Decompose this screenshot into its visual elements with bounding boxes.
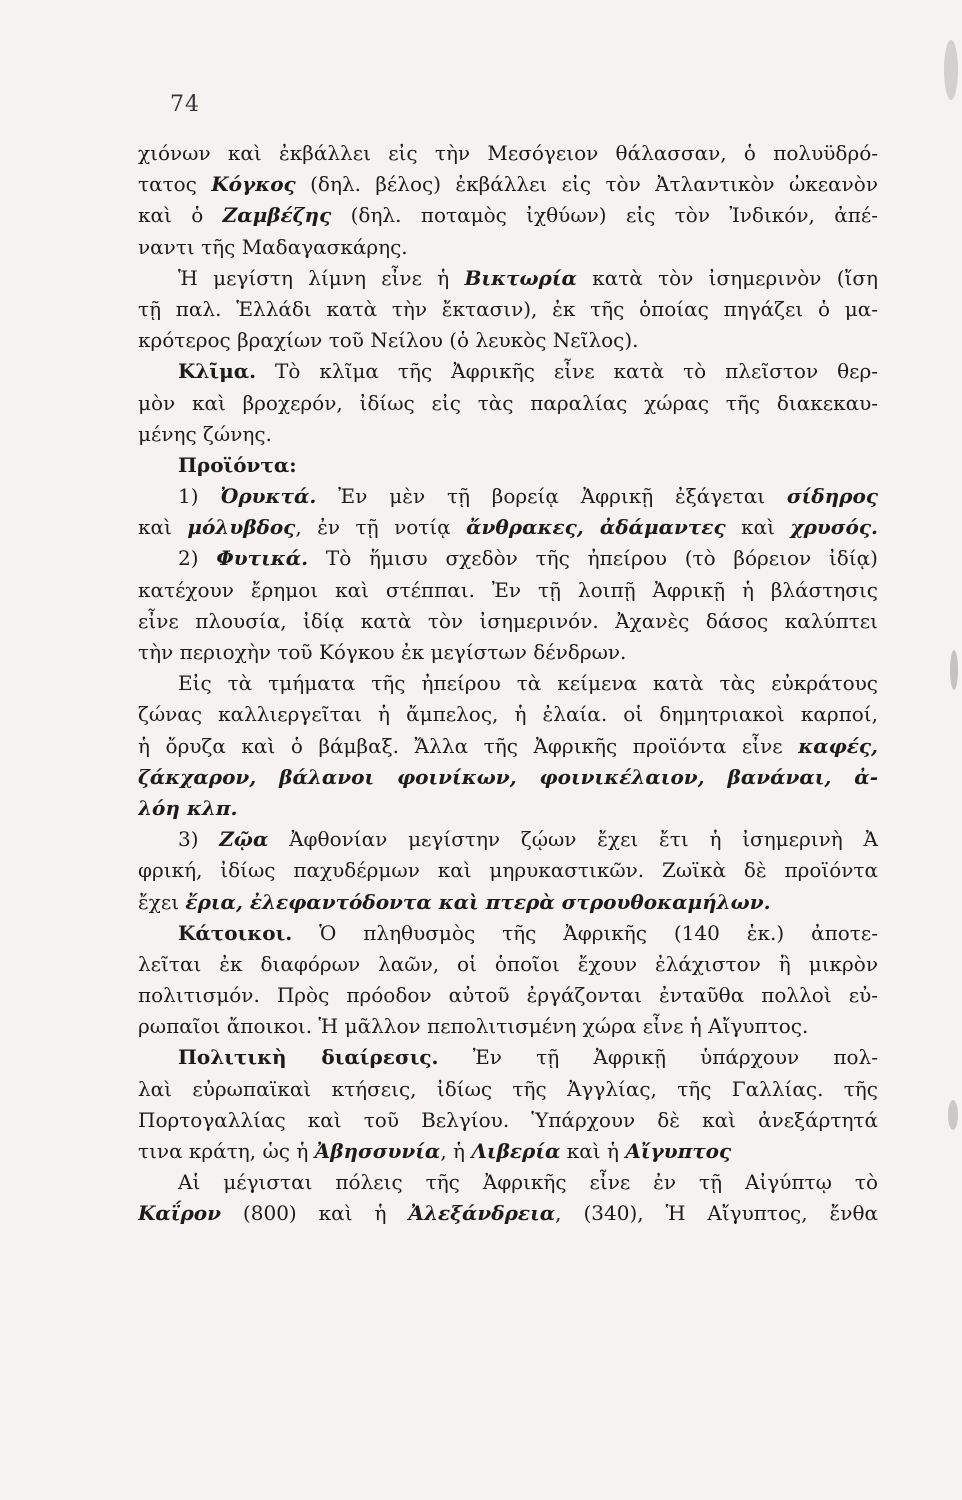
text-line — [138, 543, 878, 574]
text-run: τατος — [138, 172, 212, 197]
text-run: φρική, ἰδίως παχυδέρμων καὶ μηρυκαστικῶν. Ζωϊκὰ δὲ προϊόντα — [138, 858, 878, 883]
text-run: ἡ ὄρυζα καὶ ὁ βάμβαξ. Ἄλλα τῆς Ἀφρικῆς προϊόντα εἶνε — [138, 733, 799, 758]
text-line — [138, 668, 878, 699]
text-line — [138, 606, 878, 637]
margin-stain — [950, 650, 958, 690]
page-number: 74 — [170, 92, 200, 117]
text-run: Ἡ μεγίστη λίμνη εἶνε ἡ — [178, 265, 465, 290]
text-run: (δηλ. ποταμὸς ἰχθύων) εἰς τὸν Ἰνδικόν, ἀπέ- — [331, 203, 878, 228]
text-run: ζώνας καλλιεργεῖται ἡ ἄμπελος, ἡ ἐλαία. οἱ δημητριακοὶ καρποί, — [138, 702, 878, 727]
text-run: τὴν περιοχὴν τοῦ Κόγκου ἐκ μεγίστων δένδρων. — [138, 640, 627, 664]
emphasized-term: ἔρια, ἐλεφαντόδοντα καὶ πτερὰ στρουθοκαμήλων. — [185, 889, 771, 914]
text-run: πολιτισμόν. Πρὸς πρόοδον αὐτοῦ ἐργάζονται ἐνταῦθα πολλοὶ εὐ- — [138, 983, 878, 1008]
margin-stain — [944, 40, 958, 100]
emphasized-term: ἄνθρακες, ἀδάμαντες — [466, 515, 726, 540]
text-run: καὶ ἡ — [560, 1139, 626, 1163]
text-line — [138, 980, 878, 1011]
body-text — [138, 138, 878, 1230]
text-line — [138, 1136, 878, 1167]
text-run: μὸν καὶ βροχερόν, ἰδίως εἰς τὰς παραλίας χώρας τῆς διακεκαυ- — [138, 390, 878, 415]
emphasized-term: Καΐρον — [138, 1201, 221, 1226]
text-run: εἶνε πλουσία, ἰδίᾳ κατὰ τὸν ἰσημερινόν. Ἀχανὲς δάσος καλύπτει — [138, 608, 878, 633]
text-run: λαὶ εὐρωπαϊκαὶ κτήσεις, ἰδίως τῆς Ἀγγλίας, τῆς Γαλλίας. τῆς — [138, 1076, 878, 1101]
text-line — [138, 855, 878, 886]
emphasized-term: καφές, — [798, 733, 878, 758]
text-run: κατὰ τὸν ἰσημερινὸν (ἴση — [576, 265, 878, 290]
text-line — [138, 263, 878, 294]
emphasized-term: Λιβερία — [471, 1139, 561, 1163]
text-line — [138, 512, 878, 543]
emphasized-term: Ζῷα — [219, 827, 269, 852]
text-line — [138, 294, 878, 325]
text-run: Εἰς τὰ τμήματα τῆς ἠπείρου τὰ κείμενα κατὰ τὰς εὐκράτους — [178, 671, 878, 696]
text-run: Ἐν τῇ Ἀφρικῇ ὑπάρχουν πολ- — [438, 1045, 878, 1070]
text-line — [138, 637, 878, 668]
text-line — [138, 419, 878, 450]
text-run: κατέχουν ἔρημοι καὶ στέππαι. Ἐν τῇ λοιπῇ Ἀφρικῇ ἡ βλάστησις — [138, 577, 878, 602]
text-line — [138, 200, 878, 231]
emphasized-term: λόη κλπ. — [138, 795, 238, 820]
text-line — [138, 762, 878, 793]
text-line — [138, 1042, 878, 1073]
text-run: 3) — [178, 827, 220, 852]
text-line — [138, 1167, 878, 1198]
section-heading: Κλῖμα. — [178, 359, 257, 384]
text-run: μένης ζώνης. — [138, 421, 272, 446]
text-run: κρότερος βραχίων τοῦ Νείλου (ὁ λευκὸς Νεῖλος). — [138, 328, 639, 353]
emphasized-term: Φυτικά. — [216, 546, 309, 571]
emphasized-term: μόλυβδος — [187, 515, 296, 540]
text-line — [138, 575, 878, 606]
text-run: , (340), Ἡ Αἴγυπτος, ἔνθα — [555, 1201, 878, 1226]
text-line — [138, 793, 878, 824]
text-line — [138, 1011, 878, 1042]
text-line — [138, 356, 878, 387]
text-run: (800) καὶ ἡ — [220, 1201, 409, 1226]
text-run: ἔχει — [138, 889, 186, 914]
text-run: Ὁ πληθυσμὸς τῆς Ἀφρικῆς (140 ἑκ.) ἀποτε- — [292, 920, 878, 945]
text-line — [138, 169, 878, 200]
text-run: 2) — [178, 546, 217, 571]
text-line — [138, 138, 878, 169]
text-run: ναντι τῆς Μαδαγασκάρης. — [138, 234, 408, 259]
text-run: καὶ — [138, 515, 188, 540]
text-line — [138, 450, 878, 481]
section-heading: Κάτοικοι. — [178, 920, 293, 945]
text-line — [138, 731, 878, 762]
emphasized-term: χρυσός. — [790, 515, 878, 540]
text-line — [138, 232, 878, 263]
text-run: ρωπαῖοι ἄποικοι. Ἡ μᾶλλον πεπολιτισμένη χώρα εἶνε ἡ Αἴγυπτος. — [138, 1014, 809, 1039]
text-line — [138, 1105, 878, 1136]
text-line — [138, 949, 878, 980]
text-line — [138, 388, 878, 419]
text-run: (δηλ. βέλος) ἐκβάλλει εἰς τὸν Ἀτλαντικὸν ὠκεανὸν — [295, 172, 878, 197]
text-run: τῇ παλ. Ἑλλάδι κατὰ τὴν ἔκτασιν), ἐκ τῆς ὁποίας πηγάζει ὁ μα- — [138, 296, 878, 321]
text-line — [138, 824, 878, 855]
section-heading: Πολιτικὴ διαίρεσις. — [178, 1045, 439, 1070]
text-run: Πορτογαλλίας καὶ τοῦ Βελγίου. Ὑπάρχουν δὲ καὶ ἀνεξάρτητά — [138, 1107, 878, 1132]
margin-stain — [948, 1100, 958, 1130]
emphasized-term: Βικτωρία — [464, 265, 577, 290]
text-line — [138, 1074, 878, 1105]
text-line — [138, 918, 878, 949]
text-run: , ἐν τῇ νοτίᾳ — [295, 515, 467, 540]
text-run: 1) — [178, 484, 221, 509]
text-line — [138, 699, 878, 730]
emphasized-term: Ὀρυκτά. — [220, 484, 317, 509]
text-run: Τὸ κλῖμα τῆς Ἀφρικῆς εἶνε κατὰ τὸ πλεῖστον θερ- — [256, 359, 878, 384]
text-run: Ἀφθονίαν μεγίστην ζῴων ἔχει ἔτι ἡ ἰσημερινὴ Ἀ — [268, 827, 878, 852]
emphasized-term: Ζαμβέζης — [222, 203, 332, 228]
emphasized-term: Κόγκος — [211, 172, 296, 197]
emphasized-term: ζάκχαρον, βάλανοι φοινίκων, φοινικέλαιον, βανάναι, ἀ- — [138, 764, 878, 789]
text-run: χιόνων καὶ ἐκβάλλει εἰς τὴν Μεσόγειον θάλασσαν, ὁ πολυϋδρό- — [138, 141, 878, 165]
emphasized-term: Ἀβησσυνία — [314, 1139, 441, 1163]
emphasized-term: Ἀλεξάνδρεια — [408, 1201, 556, 1226]
text-run: Ἐν μὲν τῇ βορείᾳ Ἀφρικῇ ἐξάγεται — [316, 484, 787, 509]
text-line — [138, 887, 878, 918]
text-run: τινα κράτη, ὡς ἡ — [138, 1139, 315, 1163]
emphasized-term: σίδηρος — [786, 484, 878, 509]
text-run: Τὸ ἥμισυ σχεδὸν τῆς ἠπείρου (τὸ βόρειον ἰδίᾳ) — [308, 546, 878, 571]
emphasized-term: Αἴγυπτος — [625, 1139, 732, 1163]
text-line — [138, 325, 878, 356]
text-line — [138, 1198, 878, 1229]
section-heading: Προϊόντα: — [178, 452, 297, 477]
text-run: , ἡ — [440, 1139, 472, 1163]
text-run: καὶ ὁ — [138, 203, 223, 228]
text-run: λεῖται ἐκ διαφόρων λαῶν, οἱ ὁποῖοι ἔχουν ἐλάχιστον ἢ μικρὸν — [138, 951, 878, 976]
text-run: Αἱ μέγισται πόλεις τῆς Ἀφρικῆς εἶνε ἐν τῇ Αἰγύπτῳ τὸ — [178, 1170, 878, 1195]
text-line — [138, 481, 878, 512]
text-run: καὶ — [725, 515, 791, 540]
